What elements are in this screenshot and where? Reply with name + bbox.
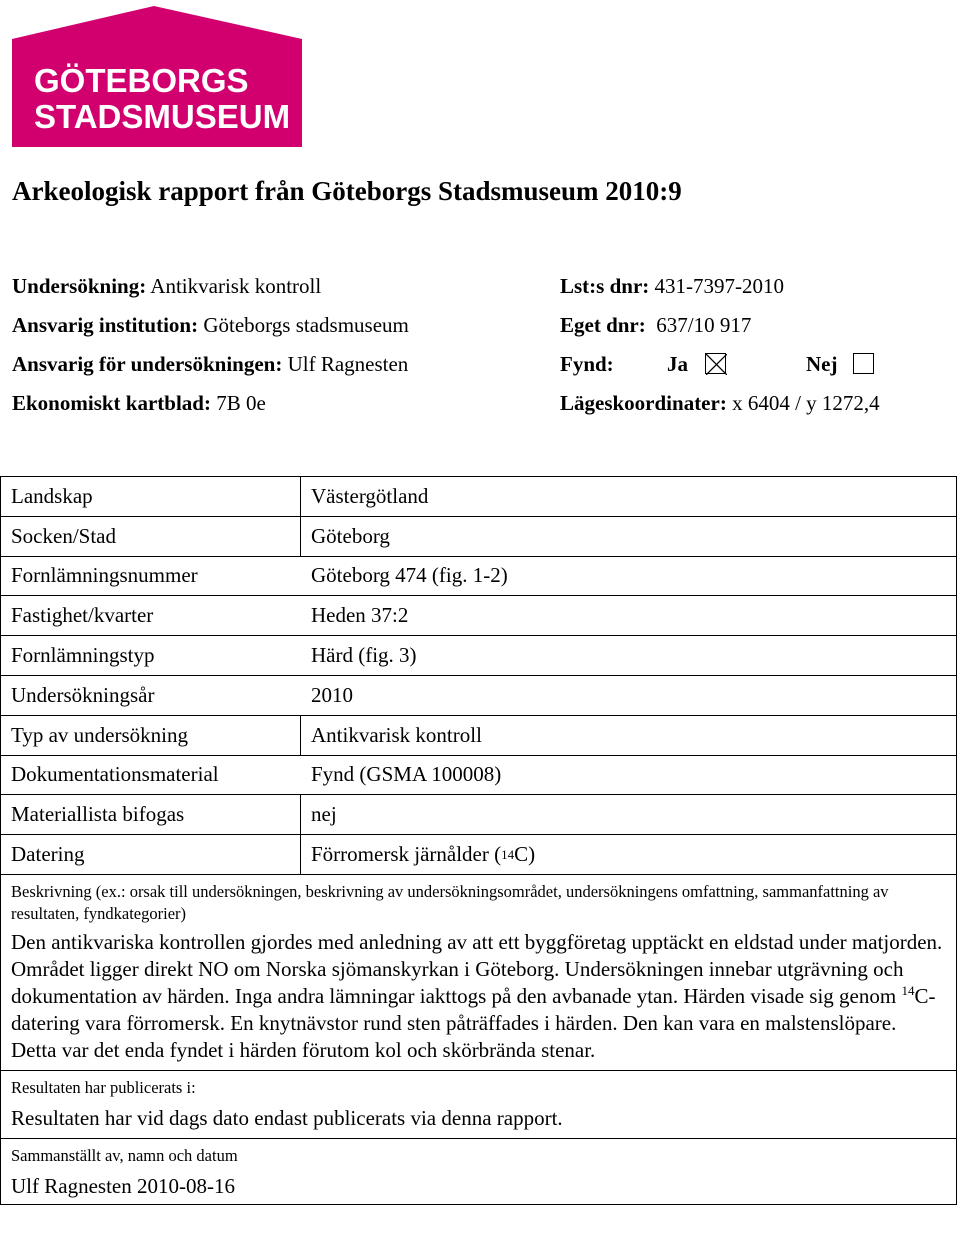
logo-line2: STADSMUSEUM [34,98,291,135]
nej-label: Nej [806,352,838,376]
row-key: Fornlämningsnummer [11,563,198,588]
publicerats-section [1,1071,956,1139]
beskrivning-section [1,875,956,1071]
row-key: Undersökningsår [11,682,155,707]
row-value: Göteborg 474 (fig. 1-2) [311,563,508,588]
table-row-datering [1,835,956,875]
beskrivning-text-pre: Den antikvariska kontrollen gjordes med anledning av att ett byggföretag upptäckt en eldstad under matjorden. Området ligger direkt NO om Norska sjömanskyrkan i Göteborg. Undersökningen innebar utgrävning och dokumentation av härden. Inga andra lämningar iakttogs på den avbanade ytan. Härden visade sig genom [11,929,943,1008]
meta-kartblad [12,391,266,416]
row-value: Göteborg [311,523,390,548]
table-row [1,756,956,796]
meta-undersokning [12,274,321,299]
beskrivning-text-post: C-datering vara förromersk. En knytnävstor rund sten påträffades i härden. Den kan vara en malstenslöpare. Detta var det enda fyndet i härden förutom kol och skörbrända stenar. [11,983,936,1062]
meta-eget-dnr [560,313,751,338]
row-key: Fastighet/kvarter [11,603,154,628]
info-table [0,476,957,1205]
meta-fynd-label [560,352,614,377]
beskrivning-sup: 14 [901,982,915,998]
meta-value: Ulf Ragnesten [287,352,409,376]
row-value: Härd (fig. 3) [311,643,417,668]
museum-logo [12,6,302,147]
table-row [1,795,956,835]
publicerats-value: Resultaten har vid dags dato endast publicerats via denna rapport. [11,1105,563,1130]
meta-label: Eget dnr: [560,313,646,337]
publicerats-label: Resultaten har publicerats i: [11,1077,196,1097]
row-key: Materiallista bifogas [1,795,301,834]
fynd-nej [806,352,874,377]
meta-value: 7B 0e [216,391,266,415]
meta-value: x 6404 / y 1272,4 [732,391,880,415]
table-row [1,557,956,597]
logo-graphic [12,6,302,147]
meta-value: 637/10 917 [656,313,752,337]
table-row [1,636,956,676]
meta-institution [12,313,409,338]
meta-value: Antikvarisk kontroll [150,274,322,298]
meta-label: Ansvarig för undersökningen: [12,352,283,376]
sammanstallt-label: Sammanställt av, namn och datum [11,1145,238,1165]
meta-label: Fynd: [560,352,614,376]
meta-label: Lst:s dnr: [560,274,650,298]
table-row [1,517,956,557]
ja-label: Ja [667,352,688,376]
row-value: nej [311,802,337,827]
beskrivning-text [11,929,946,1066]
fynd-ja [667,352,726,377]
row-key: Landskap [1,477,301,516]
row-key: Dokumentationsmaterial [11,762,219,787]
nej-checkbox[interactable] [853,353,874,374]
sammanstallt-section [1,1139,956,1204]
sammanstallt-value: Ulf Ragnesten 2010-08-16 [11,1173,235,1198]
meta-value: 431-7397-2010 [654,274,785,298]
table-row [1,716,956,756]
row-key: Typ av undersökning [1,716,301,755]
meta-value: Göteborgs stadsmuseum [203,313,409,337]
beskrivning-label: Beskrivning (ex.: orsak till undersökningen, beskrivning av undersökningsområdet, undersökningens omfattning, sammanfattning av resultaten, fyndkategorier) [11,881,889,923]
row-key: Socken/Stad [1,517,301,556]
row-value: Antikvarisk kontroll [311,722,482,747]
table-row [1,596,956,636]
datering-text-post: C) [514,842,536,867]
row-value: Heden 37:2 [311,603,409,628]
row-value: 2010 [311,682,353,707]
row-key: Fornlämningstyp [11,643,155,668]
ja-checkbox[interactable] [705,353,726,374]
meta-koordinater [560,391,880,416]
row-value: Fynd (GSMA 100008) [311,762,502,787]
row-key: Datering [1,835,301,874]
row-value: Förromersk järnålder ( 14 C) [311,842,536,867]
checkbox-x-icon [706,354,727,375]
logo-line1: GÖTEBORGS [34,62,249,99]
meta-label: Ansvarig institution: [12,313,199,337]
meta-lst-dnr [560,274,784,299]
report-title: Arkeologisk rapport från Göteborgs Stadsmuseum 2010:9 [12,176,682,206]
row-value: Västergötland [311,483,429,508]
meta-label: Ekonomiskt kartblad: [12,391,211,415]
datering-text-pre: Förromersk järnålder ( [311,842,502,867]
meta-label: Undersökning: [12,274,147,298]
table-row [1,676,956,716]
meta-label: Lägeskoordinater: [560,391,727,415]
meta-ansvarig [12,352,408,377]
table-row [1,477,956,517]
